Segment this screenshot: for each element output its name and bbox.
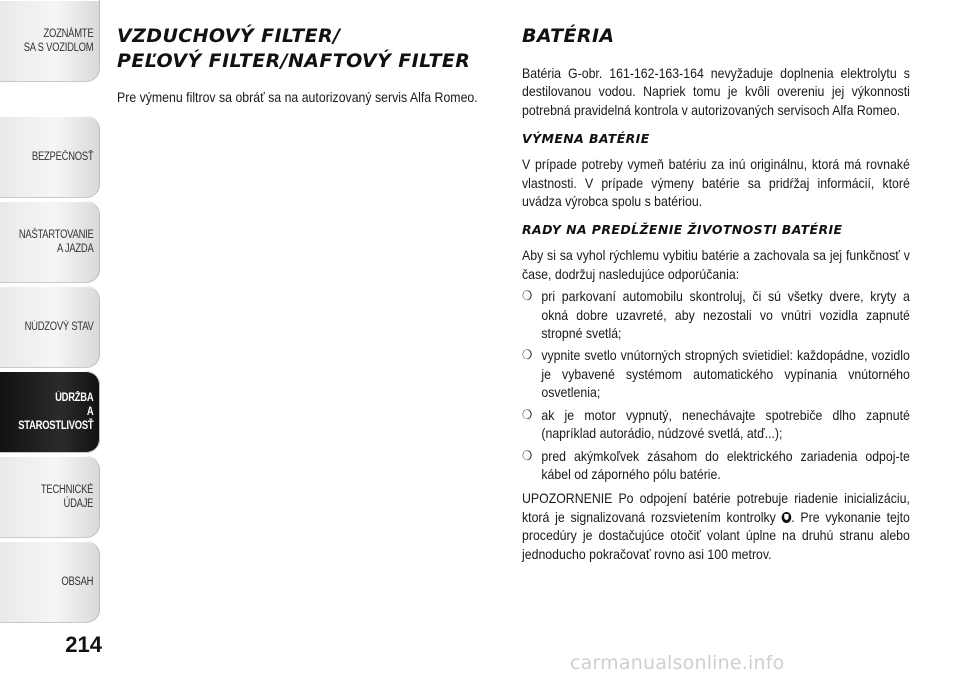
tip-text: vypnite svetlo vnútorných stropných svietidiel: každopádne, vozidlo je vybavené systémom automatického vypínania vnútorného osvetlenia; [541,347,910,401]
tab-label: BEZPEČNOSŤ [31,151,94,163]
tab-bezpecnost[interactable] [0,116,100,198]
tip-text: ak je motor vypnutý, nenechávajte spotrebiče dlho zapnuté (napríklad autorádio, núdzové svetlá, atď...); [541,406,910,442]
bullet-circle-icon: ❍ [522,347,533,363]
list-item [522,287,910,342]
steering-warning-light-icon [782,512,792,523]
tab-udrzba-a-starostlivost[interactable] [0,371,100,453]
list-item [522,406,910,443]
tab-obsah[interactable] [0,541,100,623]
tab-label: OBSAH [61,576,94,588]
note-text-2: . Pre vykonanie tejto procedúry je dostačujúce otočiť volant úplne na druhú stranu alebo jednoducho pokračovať rovno asi 100 metrov. [522,508,910,562]
tab-label: ZOZNÁMTE SA S VOZIDLOM [23,28,94,54]
tab-nastartovanie-a-jazda[interactable] [0,201,100,283]
tab-label: ÚDRŽBA A STAROSTLIVOSŤ [18,392,94,432]
title-line-2: PEĽOVÝ FILTER/NAFTOVÝ FILTER [117,50,471,72]
tab-label: NAŠTARTOVANIE A JAZDA [18,229,94,255]
tab-label: NÚDZOVÝ STAV [24,321,94,333]
tips-list [522,287,910,483]
title-line-1: VZDUCHOVÝ FILTER/ [117,25,341,47]
battery-replacement-heading: VÝMENA BATÉRIE [522,131,650,147]
tip-text: pred akýmkoľvek zásahom do elektrického zariadenia odpoj-te kábel od záporného pólu batérie. [541,447,910,482]
tab-technicke-udaje[interactable] [0,456,100,538]
bullet-circle-icon: ❍ [522,447,533,463]
list-item [522,346,910,401]
battery-title: BATÉRIA [522,25,615,47]
battery-intro: Batéria G-obr. 161-162-163-164 nevyžaduje doplnenia elektrolytu s destilovanou vodou. Napriek tomu je kvôli overeniu jej výkonnosti potrebná pravidelná kontrola v autorizovaných servisoch Alfa Romeo. [522,65,910,118]
watermark: carmanualsonline.info [570,652,785,674]
right-column [522,24,910,563]
note-text-1: UPOZORNENIE Po odpojení batérie potrebuje riadenie inicializáciu, ktorá je signalizovaná rozsvietením kontrolky [522,490,910,525]
battery-replacement-text: V prípade potreby vymeň batériu za inú originálnu, ktorá má rovnaké vlastnosti. V prípade výmeny batérie sa pridŕžaj informácií, ktoré uvádza výrobca spolu s batériou. [522,156,910,210]
section-title [117,24,501,74]
battery-life-block [522,246,910,563]
tab-nudzovy-stav[interactable] [0,286,100,368]
tab-label: TECHNICKÉ ÚDAJE [41,484,94,510]
tab-zoznamte-sa-s-vozidlom[interactable] [0,0,100,82]
filter-text: Pre výmenu filtrov sa obráť sa na autorizovaný servis Alfa Romeo. [117,89,478,105]
left-column [117,24,501,106]
page-number: 214 [65,632,102,657]
bullet-circle-icon: ❍ [522,406,533,422]
tip-text: pri parkovaní automobilu skontroluj, či sú všetky dvere, kryty a okná dobre uzavreté, aby nezostali vo vnútri vozidla zapnuté stropné svetlá; [541,288,910,342]
bullet-circle-icon: ❍ [522,288,533,304]
list-item [522,447,910,484]
warning-note [522,489,910,563]
battery-life-heading: RADY NA PREDĹŽENIE ŽIVOTNOSTI BATÉRIE [522,222,843,238]
battery-life-intro: Aby si sa vyhol rýchlemu vybitiu batérie a zachovala sa jej funkčnosť v čase, dodržuj nasledujúce odporúčania: [522,247,910,282]
